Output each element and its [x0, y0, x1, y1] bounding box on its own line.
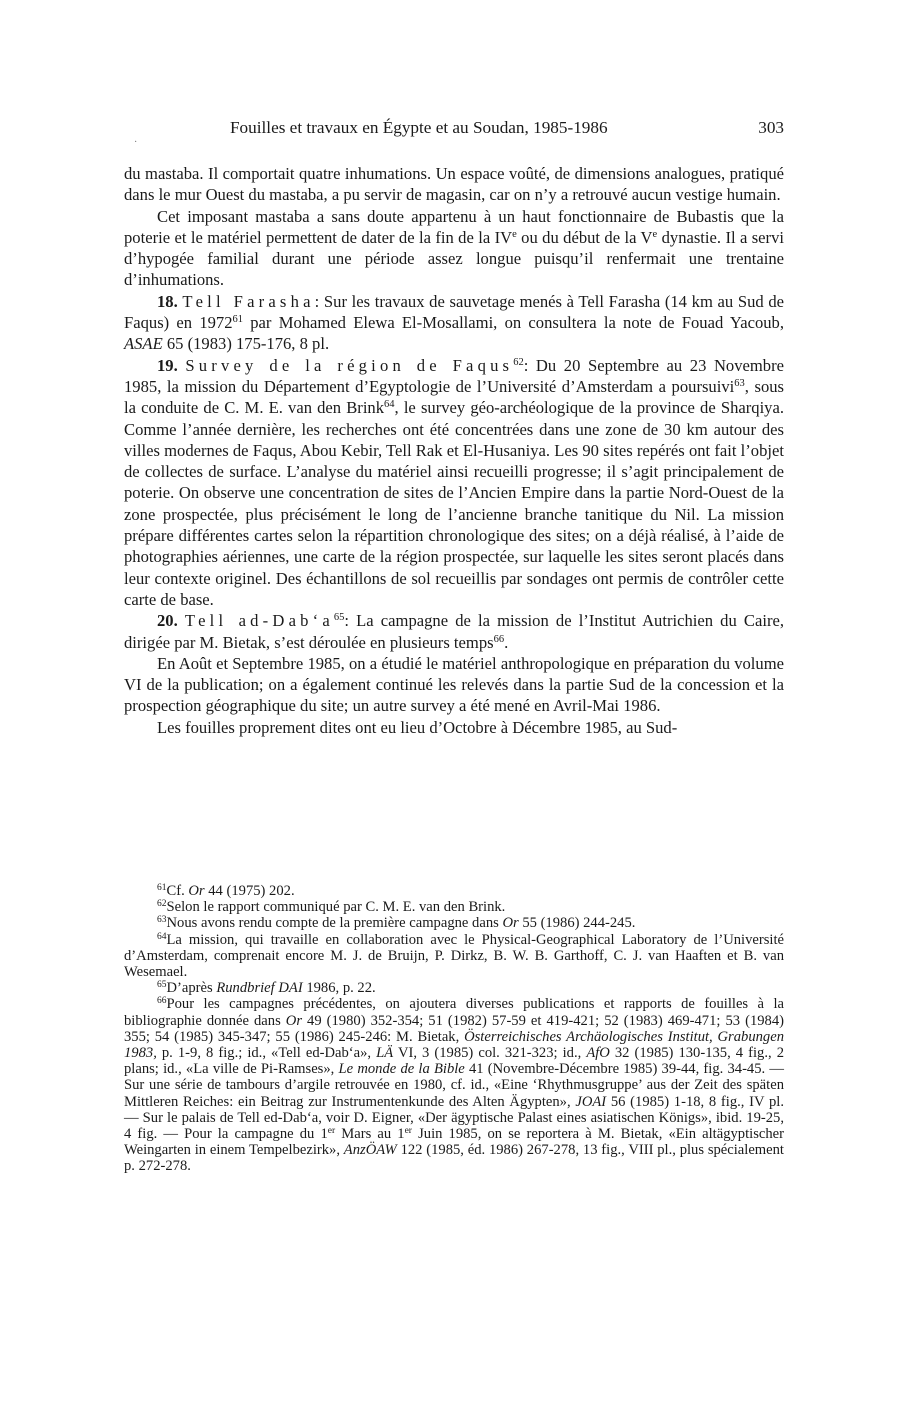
paragraph-anthropology: En Août et Septembre 1985, on a étudié le matériel anthropologique en préparation du volume VI de la publication; on a également continué les relevés dans la partie Sud de la concession et la prospection géographique du site; un autre survey a été mené en Avril-Mai 1986.: [124, 653, 784, 716]
footnote-64: $^{64}$La mission, qui travaille en collaboration avec le Physical-Geographical Laboratory de l’Université d’Amsterdam, comprenait encore M. J. de Bruijn, P. Dirkz, B. W. B. Garthoff, C. J. van Haaften et B. van Wesemael.: [124, 931, 784, 981]
journal-abbrev: ASAE: [124, 334, 163, 354]
footnote-ref: 62: [513, 356, 524, 368]
footnote-63: $^{63}$Nous avons rendu compte de la première campagne dans Or 55 (1986) 244-245.: [157, 915, 636, 932]
site-name: Tell Farasha: [182, 291, 315, 311]
superscript: e: [512, 228, 517, 240]
footnote-number: 66: [157, 996, 167, 1007]
site-name: Tell ad-Dab‘a: [184, 611, 334, 631]
running-header: [124, 118, 784, 144]
footnote-number: 61: [157, 883, 167, 893]
margin-mark: ·: [134, 137, 138, 148]
footnote-ref: 66: [493, 633, 505, 645]
footnote-62: $^{62}$Selon le rapport communiqué par C. M. E. van den Brink.: [157, 899, 506, 916]
page-number: 303: [758, 118, 784, 137]
footnote-66: $^{66}$Pour les campagnes précédentes, on ajoutera diverses publications et rapports de fouilles à la bibliographie donnée dans Or 49 (1980) 352-354; 51 (1982) 57-59 et 419-421; 52 (1983) 469-471; 53 (1984) 355; 54 (1985) 345-347; 55 (1986) 245-246: M. Bietak, Österreichisches Archäologisches Institut, Grabungen 1983, p. 1-9, 8 fig.; id., «Tell ed-Dab‘a», LÄ VI, 3 (1985) col. 321-323; id., AfO 32 (1985) 130-135, 4 fig., 2 plans; id., «La ville de Pi-Ramses», Le monde de la Bible 41 (Novembre-Décembre 1985) 39-44, fig. 34-45. — Sur une série de tambours d’argile retrouvée en 1980, cf. id., «Eine ‘Rhythmusgruppe’ aus der Zeit des späten Mittleren Reiches: ein Beitrag zur Instrumentenkunde des Alten Ägypten», JOAI 56 (1985) 1-18, 8 fig., IV pl. — Sur le palais de Tell ed-Dab‘a, voir D. Eigner, «Der ägyptische Palast eines asiatischen Königs», ibid. 19-25, 4 fig. — Pour la campagne du 1er Mars au 1er Juin 1985, on se reportera à M. Bietak, «Ein altägyptischer Weingarten in einem Tempelbezirk», AnzÖAW 122 (1985, éd. 1986) 267-278, 13 fig., VIII pl., plus spécialement p. 272-278.: [124, 996, 785, 1175]
footnote-ref: 65: [333, 612, 345, 624]
footnote-65: $^{65}$D’après Rundbrief DAI 1986, p. 22.: [157, 980, 376, 997]
site-name: Survey de la région de Faqus: [185, 355, 514, 375]
main-text: [124, 163, 784, 738]
paragraph-mastaba-end: du mastaba. Il comportait quatre inhumations. Un espace voûté, de dimensions analogues, pratiqué dans le mur Ouest du mastaba, a pu servir de magasin, car on n’y a retrouvé aucun vestige humain.: [124, 164, 784, 205]
footnotes: [124, 883, 784, 1175]
footnote-number: 63: [157, 915, 167, 926]
footnote-ref: 64: [384, 399, 395, 411]
section-18-tell-farasha: 18. Tell Farasha: Sur les travaux de sauvetage menés à Tell Farasha (14 km au Sud de Faqus) en 1972$^{61}$ par Mohamed Elewa El-Mosallami, on consultera la note de Fouad Yacoub, ASAE 65 (1983) 175-176, 8 pl.: [124, 291, 784, 354]
footnote-number: 64: [157, 931, 167, 942]
footnote-ref: 63: [734, 377, 745, 389]
paragraph-mastaba-owner: Cet imposant mastaba a sans doute appartenu à un haut fonctionnaire de Bubastis que la poterie et le matériel permettent de dater de la fin de la IVe ou du début de la Ve dynastie. Il a servi d’hypogée familial durant une période assez longue puisqu’il renfermait une trentaine d’inhumations.: [124, 206, 784, 290]
section-number: 18.: [157, 291, 178, 311]
section-number: 20.: [157, 611, 178, 631]
paragraph-excavations: Les fouilles proprement dites ont eu lieu d’Octobre à Décembre 1985, au Sud-: [157, 717, 678, 737]
superscript: e: [652, 228, 658, 240]
running-title: Fouilles et travaux en Égypte et au Soudan, 1985-1986: [230, 118, 608, 137]
section-19-survey-faqus: 19. Survey de la région de Faqus$^{62}$: Du 20 Septembre au 23 Novembre 1985, la mission du Département d’Egyptologie de l’Université d’Amsterdam a poursuivi$^{63}$, sous la conduite de C. M. E. van den Brink$^{64}$, le survey géo-archéologique de la province de Sharqiya. Comme l’année dernière, les recherches ont été concentrées dans une zone de 30 km autour des villes modernes de Faqus, Abou Kebir, Tell Rak et El-Husaniya. Les 90 sites repérés ont fait l’objet de collectes de surface. L’analyse du matériel ainsi recueilli progresse; il s’agit principalement de poterie. On observe une concentration de sites de l’Ancien Empire dans la partie Nord-Ouest de la zone prospectée, plus précisément le long de l’ancienne branche tanitique du Nil. La mission prépare différentes cartes selon la répartition chronologique des sites; on a déjà réalisé, à l’aide de photographies aériennes, une carte de la région prospectée, sur laquelle les sites seront placés dans leur contexte originel. Des échantillons de sol recueillis par sondages ont permis de contrôler cette carte de base.: [124, 355, 784, 609]
footnote-number: 65: [157, 980, 167, 991]
footnote-number: 62: [157, 899, 167, 910]
section-20-tell-ad-daba: 20. Tell $ad-Dab‘a^{65}$: La campagne de la mission de l’Institut Autrichien du Caire, dirigée par M. Bietak, s’est déroulée en plusieurs temps$^{66}$.: [124, 611, 784, 652]
footnote-61: $^{61}$Cf. Or 44 (1975) 202.: [157, 883, 295, 899]
section-number: 19.: [157, 355, 178, 375]
footnote-ref: 61: [232, 314, 244, 326]
